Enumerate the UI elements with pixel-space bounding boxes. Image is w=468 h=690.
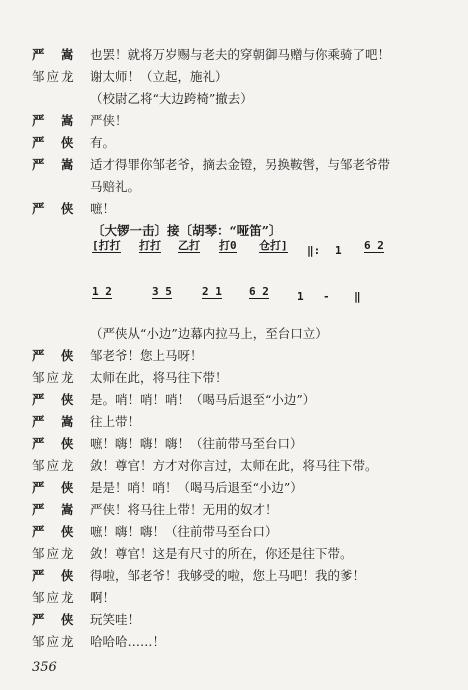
music-token: [打打 <box>92 239 121 252</box>
speaker-name: 严 侠 <box>32 568 80 583</box>
speaker-name: 邹应龙 <box>32 458 76 473</box>
dialogue-text: 往上带！ <box>90 414 141 429</box>
dialogue-line <box>32 433 448 455</box>
dialogue-text: 马赔礼。 <box>90 179 141 194</box>
dialogue-text: 玩笑哇！ <box>90 612 141 627</box>
dialogue-text: 邹老爷！您上马呀！ <box>90 348 203 363</box>
music-token: 1 <box>297 290 304 303</box>
music-token: - <box>323 290 330 303</box>
dialogue-line <box>32 609 448 631</box>
dialogue-line <box>32 345 448 367</box>
dialogue-text: 也罢！就将万岁赐与老夫的穿朝御马赠与你乘骑了吧！ <box>90 47 391 62</box>
dialogue-line <box>32 154 448 176</box>
stage-direction <box>32 323 448 345</box>
speaker-name: 严 侠 <box>32 436 80 451</box>
end-bar-sign: ‖ <box>354 290 361 303</box>
dialogue-line <box>32 198 448 220</box>
speaker-name: 严 嵩 <box>32 414 80 429</box>
dialogue-line <box>32 477 448 499</box>
dialogue-line <box>32 110 448 132</box>
speaker-name: 邹应龙 <box>32 370 76 385</box>
dialogue-line <box>32 499 448 521</box>
dialogue-text: 啊！ <box>90 590 116 605</box>
speaker-name: 严 嵩 <box>32 47 80 62</box>
dialogue-text: 敛！尊官！这是有尺寸的所在，你还是往下带。 <box>90 546 353 561</box>
dialogue-line <box>32 367 448 389</box>
speaker-name: 邹应龙 <box>32 590 76 605</box>
page-number: 356 <box>32 660 57 675</box>
dialogue-text: 嗻！嗨！嗨！（往前带马至台口） <box>90 524 278 539</box>
dialogue-text: 有。 <box>90 135 116 150</box>
music-token: 1 2 <box>92 285 112 298</box>
speaker-name: 严 嵩 <box>32 502 80 517</box>
music-token: 3 5 <box>152 285 172 298</box>
dialogue-text: 得啦，邹老爷！我够受的啦，您上马吧！我的爹！ <box>90 568 366 583</box>
music-token: 打打 <box>139 239 161 252</box>
dialogue-line <box>32 132 448 154</box>
speaker-name: 邹应龙 <box>32 546 76 561</box>
dialogue-line <box>32 587 448 609</box>
dialogue-text: 严侠！将马往上带！无用的奴才！ <box>90 502 278 517</box>
dialogue-text: 严侠！ <box>90 113 128 128</box>
dialogue-text: 谢太师！（立起，施礼） <box>90 69 228 84</box>
dialogue-text: 太师在此，将马往下带！ <box>90 370 228 385</box>
music-notation-row-1 <box>32 240 448 264</box>
dialogue-text: 嗻！ <box>90 201 116 216</box>
speaker-name: 严 侠 <box>32 135 80 150</box>
dialogue-line <box>32 389 448 411</box>
speaker-name: 严 侠 <box>32 348 80 363</box>
dialogue-line <box>32 44 448 66</box>
dialogue-continuation <box>32 176 448 198</box>
music-token: 6 2 <box>364 239 384 252</box>
stage-direction-text: （校尉乙将“大边跨椅”撤去） <box>90 91 253 106</box>
dialogue-text: 敛！尊官！方才对你言过，太师在此，将马往下带。 <box>90 458 378 473</box>
music-token: 仓打] <box>259 239 288 252</box>
speaker-name: 严 侠 <box>32 392 80 407</box>
music-notation-row-2 <box>32 286 448 310</box>
speaker-name: 严 嵩 <box>32 157 80 172</box>
dialogue-text: 是。哨！哨！哨！（喝马后退至“小边”） <box>90 392 316 407</box>
music-token: 打0 <box>219 239 237 252</box>
dialogue-line <box>32 631 448 653</box>
dialogue-line <box>32 455 448 477</box>
speaker-name: 严 嵩 <box>32 113 80 128</box>
dialogue-line <box>32 66 448 88</box>
dialogue-text: 是是！哨！哨！（喝马后退至“小边”） <box>90 480 303 495</box>
music-token: 1 <box>335 244 342 257</box>
speaker-name: 严 侠 <box>32 612 80 627</box>
stage-direction <box>32 88 448 110</box>
dialogue-line <box>32 543 448 565</box>
speaker-name: 邹应龙 <box>32 69 76 84</box>
dialogue-line <box>32 565 448 587</box>
speaker-name: 严 侠 <box>32 201 80 216</box>
music-token: 2 1 <box>202 285 222 298</box>
dialogue-line <box>32 521 448 543</box>
stage-direction-text: （严侠从“小边”边幕内拉马上，至台口立） <box>90 326 328 341</box>
dialogue-text: 适才得罪你邹老爷，摘去金镫，另换鞍辔，与邹老爷带 <box>90 157 391 172</box>
music-cue-text: 〔大锣一击〕接〔胡琴：“哑笛”〕 <box>92 223 282 238</box>
speaker-name: 严 侠 <box>32 480 80 495</box>
speaker-name: 严 侠 <box>32 524 80 539</box>
speaker-name: 邹应龙 <box>32 634 76 649</box>
dialogue-line <box>32 411 448 433</box>
music-token: 乙打 <box>178 239 200 252</box>
dialogue-text: 哈哈哈……！ <box>90 634 166 649</box>
dialogue-text: 嗻！嗨！嗨！嗨！（往前带马至台口） <box>90 436 303 451</box>
music-token: 6 2 <box>249 285 269 298</box>
repeat-sign: ‖: <box>307 244 321 257</box>
